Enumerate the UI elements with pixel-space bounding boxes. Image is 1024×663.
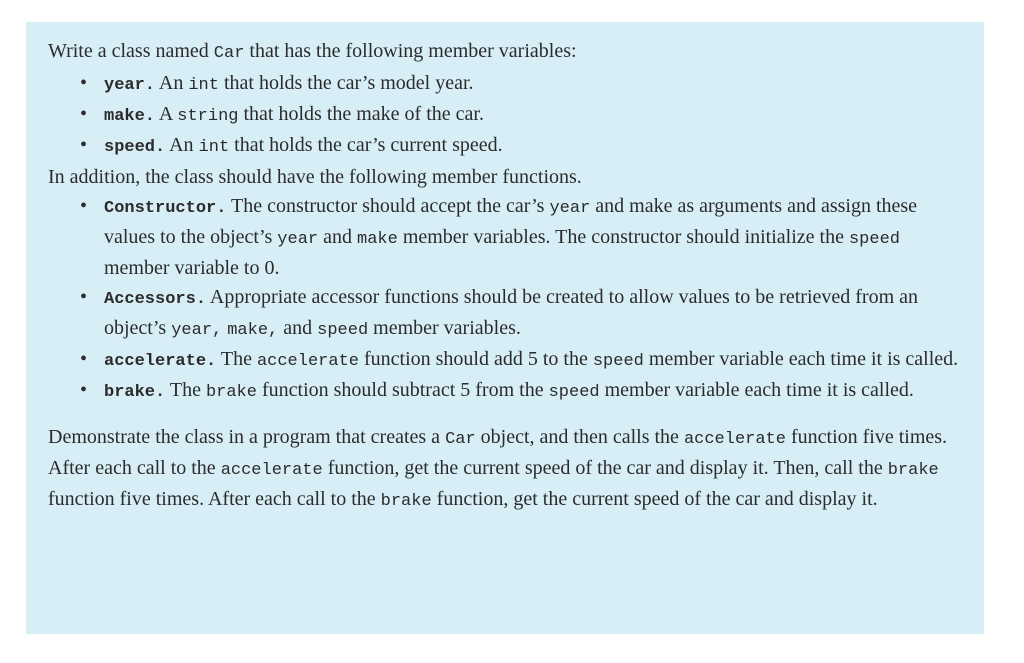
list-item-constructor — [48, 192, 960, 283]
member-variable-list — [48, 69, 960, 162]
bullet-icon: • — [80, 286, 88, 308]
variable-name: make. — [104, 107, 156, 126]
function-text: The — [165, 379, 206, 401]
bullet-icon: • — [80, 348, 88, 370]
list-item-brake — [48, 376, 960, 407]
code-brake: brake — [380, 492, 432, 511]
demo-text: function, get the current speed of the car and display it. — [431, 488, 878, 510]
variable-text: that holds the car’s model year. — [218, 72, 474, 94]
variable-text: An — [165, 134, 199, 156]
intro-text: Write a class named — [48, 40, 214, 62]
demo-text: function, get the current speed of the car and display it. Then, call the — [322, 457, 888, 479]
function-text: function should subtract 5 from the — [256, 379, 549, 401]
list-item-speed — [48, 131, 960, 162]
addition-paragraph: In addition, the class should have the following member functions. — [48, 166, 582, 188]
code-speed: speed — [317, 321, 369, 340]
code-car: Car — [445, 430, 476, 449]
code-accelerate: accelerate — [683, 430, 786, 449]
function-name: accelerate. — [104, 352, 217, 371]
code-accelerate: accelerate — [220, 461, 323, 480]
code-make: make, — [227, 321, 279, 340]
code-year: year, — [171, 321, 223, 340]
variable-text: that holds the car’s current speed. — [229, 134, 503, 156]
variable-type: int — [198, 138, 230, 157]
code-year: year — [549, 199, 591, 218]
list-item-accessors — [48, 283, 960, 345]
demo-paragraph — [48, 423, 960, 516]
function-text: and make as arguments and assign these values to the object’s — [104, 195, 918, 248]
function-text: function should add 5 to the — [358, 348, 593, 370]
demo-text: function five times. After each call to the — [48, 426, 948, 479]
variable-type: string — [177, 107, 239, 126]
bullet-icon: • — [80, 195, 88, 217]
list-item-year — [48, 69, 960, 100]
variable-name: speed. — [104, 138, 166, 157]
bullet-icon: • — [80, 379, 88, 401]
bullet-icon: • — [80, 72, 88, 94]
intro-text: that has the following member variables: — [244, 40, 577, 62]
exercise-panel — [26, 22, 984, 634]
code-year: year — [277, 230, 319, 249]
function-text: member variables. The constructor should initialize the — [397, 226, 849, 248]
function-name: Accessors. — [104, 290, 207, 309]
member-function-list — [48, 192, 960, 407]
variable-text: that holds the make of the car. — [238, 103, 484, 125]
function-text: member variable each time it is called. — [599, 379, 914, 401]
function-text: and — [278, 317, 318, 339]
variable-text: An — [155, 72, 189, 94]
code-car: Car — [213, 44, 245, 63]
function-text: member variables. — [368, 317, 521, 339]
code-brake: brake — [887, 461, 939, 480]
list-item-make — [48, 100, 960, 131]
function-name: brake. — [104, 383, 166, 402]
variable-name: year. — [104, 76, 156, 95]
code-speed: speed — [592, 352, 644, 371]
function-text: Appropriate accessor functions should be created to allow values to be retrieved from an object’s — [104, 286, 919, 339]
function-text: member variable each time it is called. — [643, 348, 959, 370]
bullet-icon: • — [80, 134, 88, 156]
function-name: Constructor. — [104, 199, 227, 218]
demo-text: function five times. After each call to the — [48, 488, 381, 510]
demo-text: Demonstrate the class in a program that creates a — [48, 426, 446, 448]
function-text: member variable to 0. — [104, 257, 280, 279]
demo-text: object, and then calls the — [475, 426, 684, 448]
spacer — [48, 407, 960, 423]
list-item-accelerate — [48, 345, 960, 376]
code-speed: speed — [848, 230, 900, 249]
intro-paragraph — [48, 36, 960, 69]
code-speed: speed — [548, 383, 600, 402]
function-text: The — [216, 348, 257, 370]
variable-text: A — [155, 103, 178, 125]
code-make: make — [357, 230, 398, 249]
variable-type: int — [188, 76, 219, 95]
function-text: The constructor should accept the car’s — [226, 195, 550, 217]
code-accelerate: accelerate — [256, 352, 359, 371]
code-brake: brake — [205, 383, 257, 402]
function-text: and — [318, 226, 357, 248]
bullet-icon: • — [80, 103, 88, 125]
